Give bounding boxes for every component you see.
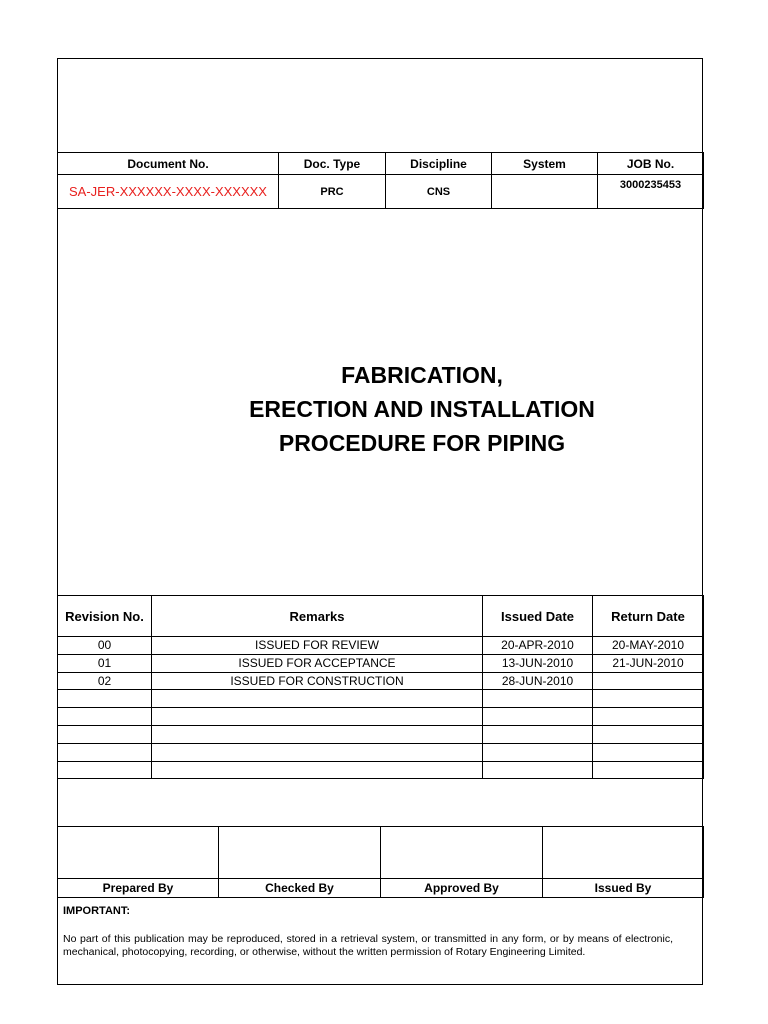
table-row	[58, 654, 704, 672]
col-return-date: Return Date	[593, 596, 704, 637]
system-value	[492, 175, 598, 209]
checked-by-signature-box	[219, 827, 381, 879]
table-row-empty	[58, 690, 704, 708]
issued-date: 28-JUN-2010	[483, 672, 593, 690]
col-doc-type: Doc. Type	[279, 153, 386, 175]
title-line-1: FABRICATION,	[341, 362, 503, 388]
approved-by-signature-box	[381, 827, 543, 879]
checked-by-label: Checked By	[219, 879, 381, 898]
table-row	[58, 637, 704, 655]
revision-no: 00	[58, 637, 152, 655]
copyright-notice: No part of this publication may be reproduced, stored in a retrieval system, or transmitted in any form, or by means of electronic, mechanical, photocopying, recording, or otherwise, without the written permission of Rotary Engineering Limited.	[63, 933, 673, 958]
issued-by-signature-box	[543, 827, 704, 879]
return-date: 21-JUN-2010	[593, 654, 704, 672]
table-row-empty	[58, 708, 704, 726]
signature-table	[57, 826, 704, 898]
doc-type-value: PRC	[279, 175, 386, 209]
remarks: ISSUED FOR REVIEW	[152, 637, 483, 655]
title-line-3: PROCEDURE FOR PIPING	[278, 430, 566, 456]
job-no-value: 3000235453	[598, 175, 704, 209]
prepared-by-signature-box	[58, 827, 219, 879]
issued-by-label: Issued By	[543, 879, 704, 898]
col-document-no: Document No.	[58, 153, 279, 175]
col-issued-date: Issued Date	[483, 596, 593, 637]
remarks: ISSUED FOR CONSTRUCTION	[152, 672, 483, 690]
table-row	[58, 672, 704, 690]
title-line-2: ERECTION AND INSTALLATION	[249, 396, 595, 422]
document-no-value: SA-JER-XXXXXX-XXXX-XXXXXX	[58, 175, 279, 209]
revision-table	[57, 595, 704, 779]
revision-no: 01	[58, 654, 152, 672]
col-job-no: JOB No.	[598, 153, 704, 175]
return-date: 20-MAY-2010	[593, 637, 704, 655]
important-label: IMPORTANT:	[63, 905, 131, 917]
table-row-empty	[58, 743, 704, 761]
issued-date: 20-APR-2010	[483, 637, 593, 655]
col-remarks: Remarks	[152, 596, 483, 637]
col-revision-no: Revision No.	[58, 596, 152, 637]
document-title	[57, 358, 768, 460]
discipline-value: CNS	[386, 175, 492, 209]
col-system: System	[492, 153, 598, 175]
document-header-table	[57, 152, 704, 209]
table-row-empty	[58, 725, 704, 743]
prepared-by-label: Prepared By	[58, 879, 219, 898]
table-row-empty	[58, 761, 704, 779]
return-date	[593, 672, 704, 690]
issued-date: 13-JUN-2010	[483, 654, 593, 672]
col-discipline: Discipline	[386, 153, 492, 175]
remarks: ISSUED FOR ACCEPTANCE	[152, 654, 483, 672]
revision-no: 02	[58, 672, 152, 690]
approved-by-label: Approved By	[381, 879, 543, 898]
